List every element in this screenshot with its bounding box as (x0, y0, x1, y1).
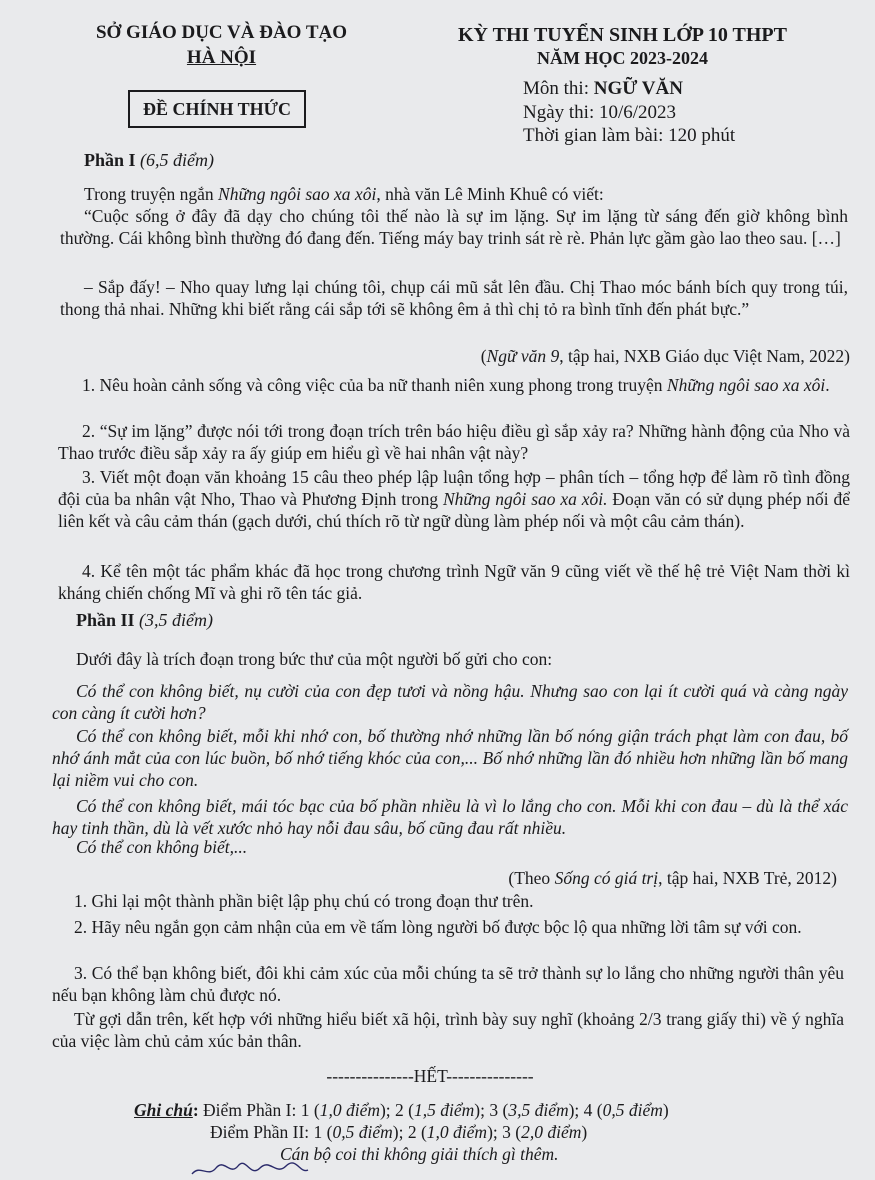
letter-paragraph-1: Có thể con không biết, nụ cười của con đẹp tươi và nồng hậu. Nhưng sao con lại ít cười quá và càng ngày con càng ít cười hơn? (52, 681, 848, 723)
part2-intro: Dưới đây là trích đoạn trong bức thư của một người bố gửi cho con: (76, 649, 553, 669)
note2-e: ); 3 ( (487, 1122, 522, 1142)
part1-question-3 (58, 466, 850, 532)
source2-rest: , tập hai, NXB Trẻ, 2012) (658, 868, 837, 888)
note1-h: 0,5 điểm (602, 1100, 663, 1120)
intro-text: Trong truyện ngắn (84, 184, 219, 204)
note2-c: ); 2 ( (392, 1122, 427, 1142)
note1-i: ) (662, 1100, 669, 1120)
letter-paragraph-3: Có thể con không biết, mái tóc bạc của bố phần nhiều là vì lo lắng cho con. Mỗi khi con đau – dù là thể xác hay tinh thần, dù là vết xước nhỏ hay nỗi đau sâu, bố cũng đau rất nhiều. (52, 796, 848, 838)
source-rest: , tập hai, NXB Giáo dục Việt Nam, 2022) (559, 346, 850, 366)
note2-d: 1,0 điểm (426, 1122, 488, 1142)
part2-points: (3,5 điểm) (139, 610, 214, 630)
note2-g: ) (581, 1122, 588, 1142)
part2-heading (76, 610, 213, 631)
source2-book: Sống có giá trị (554, 868, 659, 888)
part2-question-2: 2. Hãy nêu ngắn gọn cảm nhận của em về tấm lòng người bố được bộc lộ qua những lời tâm sự với con. (74, 917, 802, 937)
part1-question-1 (58, 374, 850, 396)
quote-paragraph-1: “Cuộc sống ở đây đã dạy cho chúng tôi thế nào là sự im lặng. Sự im lặng từ sáng đến giờ không bình thường. Cái không bình thường đó đang đến. Tiếng máy bay trinh sát rè rè. Phản lực gầm gào lao theo sau. […] (60, 206, 848, 248)
note1-f: 3,5 điểm (508, 1100, 569, 1120)
part1-question-4: 4. Kể tên một tác phẩm khác đã học trong chương trình Ngữ văn 9 cũng viết về thế hệ trẻ Việt Nam thời kì kháng chiến chống Mĩ và ghi rõ tên tác giả. (58, 561, 850, 603)
note1-g: ); 4 ( (568, 1100, 603, 1120)
part1-heading (84, 150, 214, 171)
part2-source (508, 868, 837, 889)
part1-title: Phần I (84, 150, 136, 170)
note2-b: 0,5 điểm (332, 1122, 393, 1142)
letter-paragraph-4: Có thể con không biết,... (76, 837, 248, 857)
exam-date: Ngày thi: 10/6/2023 (523, 102, 677, 123)
part2-question-1: 1. Ghi lại một thành phần biệt lập phụ chú có trong đoạn thư trên. (74, 891, 534, 911)
end-marker: ---------------HẾT--------------- (326, 1066, 534, 1086)
part1-source (481, 346, 850, 367)
official-exam-box (128, 90, 306, 128)
q1-work: Những ngôi sao xa xôi (666, 375, 826, 395)
part1-intro (84, 183, 844, 205)
department-city: HÀ NỘI (186, 47, 257, 68)
subject-label: Môn thi: (523, 78, 594, 99)
part2-question-3a: 3. Có thể bạn không biết, đôi khi cảm xúc của mỗi chúng ta sẽ trở thành sự lo lắng cho những người thân yêu nếu bạn không làm chủ được nó. (52, 963, 844, 1005)
quote-paragraph-2: – Sắp đấy! – Nho quay lưng lại chúng tôi, chụp cái mũ sắt lên đầu. Chị Thao móc bánh bích quy trong túi, thong thả nhai. Những khi biết rằng cái sắp tới sẽ không êm ả thì chị tỏ ra bình tĩnh đến phát bực.” (60, 277, 848, 319)
handwritten-signature (190, 1160, 310, 1180)
part2-title: Phần II (76, 610, 135, 630)
intro-work: Những ngôi sao xa xôi (218, 184, 377, 204)
note1-a: Điểm Phần I: 1 ( (198, 1100, 320, 1120)
official-label: ĐỀ CHÍNH THỨC (142, 99, 292, 119)
q3-text: 3. Viết một đoạn văn khoảng 15 câu theo phép lập luận tổng hợp – phân tích – tổng hợp để làm rõ tình đồng đội của ba nhân vật Nho, Thao và Phương Định trong (58, 467, 850, 509)
note2-a: Điểm Phần II: 1 ( (210, 1122, 333, 1142)
letter-paragraph-2: Có thể con không biết, mỗi khi nhớ con, bố thường nhớ những lần bố nóng giận trách phạt làm con đau, bố nhớ ánh mắt của con lúc buồn, bố nhớ tiếng khóc của con,... Bố nhớ những lần đó nhiều hơn những lần bố mang lại niềm vui cho con. (52, 726, 848, 790)
school-year: NĂM HỌC 2023-2024 (537, 48, 708, 68)
q1-end: . (825, 375, 830, 395)
subject-line (523, 78, 683, 100)
q1-text: 1. Nêu hoàn cảnh sống và công việc của ba nữ thanh niên xung phong trong truyện (82, 375, 667, 395)
note-line-2 (210, 1122, 587, 1143)
source-open: ( (480, 346, 487, 366)
part1-points: (6,5 điểm) (140, 150, 215, 170)
part1-question-2: 2. “Sự im lặng” được nói tới trong đoạn trích trên báo hiệu điều gì sắp xảy ra? Những hành động của Nho và Thao trước điều sắp xảy ra ấy giúp em hiểu gì về hai nhân vật này? (58, 421, 850, 463)
source-book: Ngữ văn 9 (486, 346, 560, 366)
note2-f: 2,0 điểm (521, 1122, 582, 1142)
q3-text-end: Đoạn văn có sử dụng phép nối để liên kết và câu cảm thán (gạch dưới, chú thích rõ từ ngữ dùng làm phép nối và một câu cảm thán). (58, 489, 850, 531)
exam-duration: Thời gian làm bài: 120 phút (523, 125, 736, 146)
invigilator-note: Cán bộ coi thi không giải thích gì thêm. (280, 1144, 559, 1164)
intro-text-end: , nhà văn Lê Minh Khuê có viết: (376, 184, 604, 204)
note1-d: 1,5 điểm (414, 1100, 475, 1120)
source2-open: (Theo (508, 868, 555, 888)
department-name: SỞ GIÁO DỤC VÀ ĐÀO TẠO (95, 22, 348, 43)
note1-e: ); 3 ( (474, 1100, 509, 1120)
note-line-1 (134, 1100, 669, 1121)
q3-work: Những ngôi sao xa xôi. (443, 489, 608, 509)
note-label: Ghi chú (134, 1100, 193, 1120)
part2-question-3b: Từ gợi dẫn trên, kết hợp với những hiểu biết xã hội, trình bày suy nghĩ (khoảng 2/3 trang giấy thi) về ý nghĩa của việc làm chủ cảm xúc bản thân. (52, 1009, 844, 1051)
note1-c: ); 2 ( (379, 1100, 415, 1120)
note1-b: 1,0 điểm (319, 1100, 380, 1120)
exam-title: KỲ THI TUYỂN SINH LỚP 10 THPT (458, 24, 787, 46)
subject-value: NGỮ VĂN (593, 78, 683, 99)
note-colon: : (192, 1100, 199, 1120)
